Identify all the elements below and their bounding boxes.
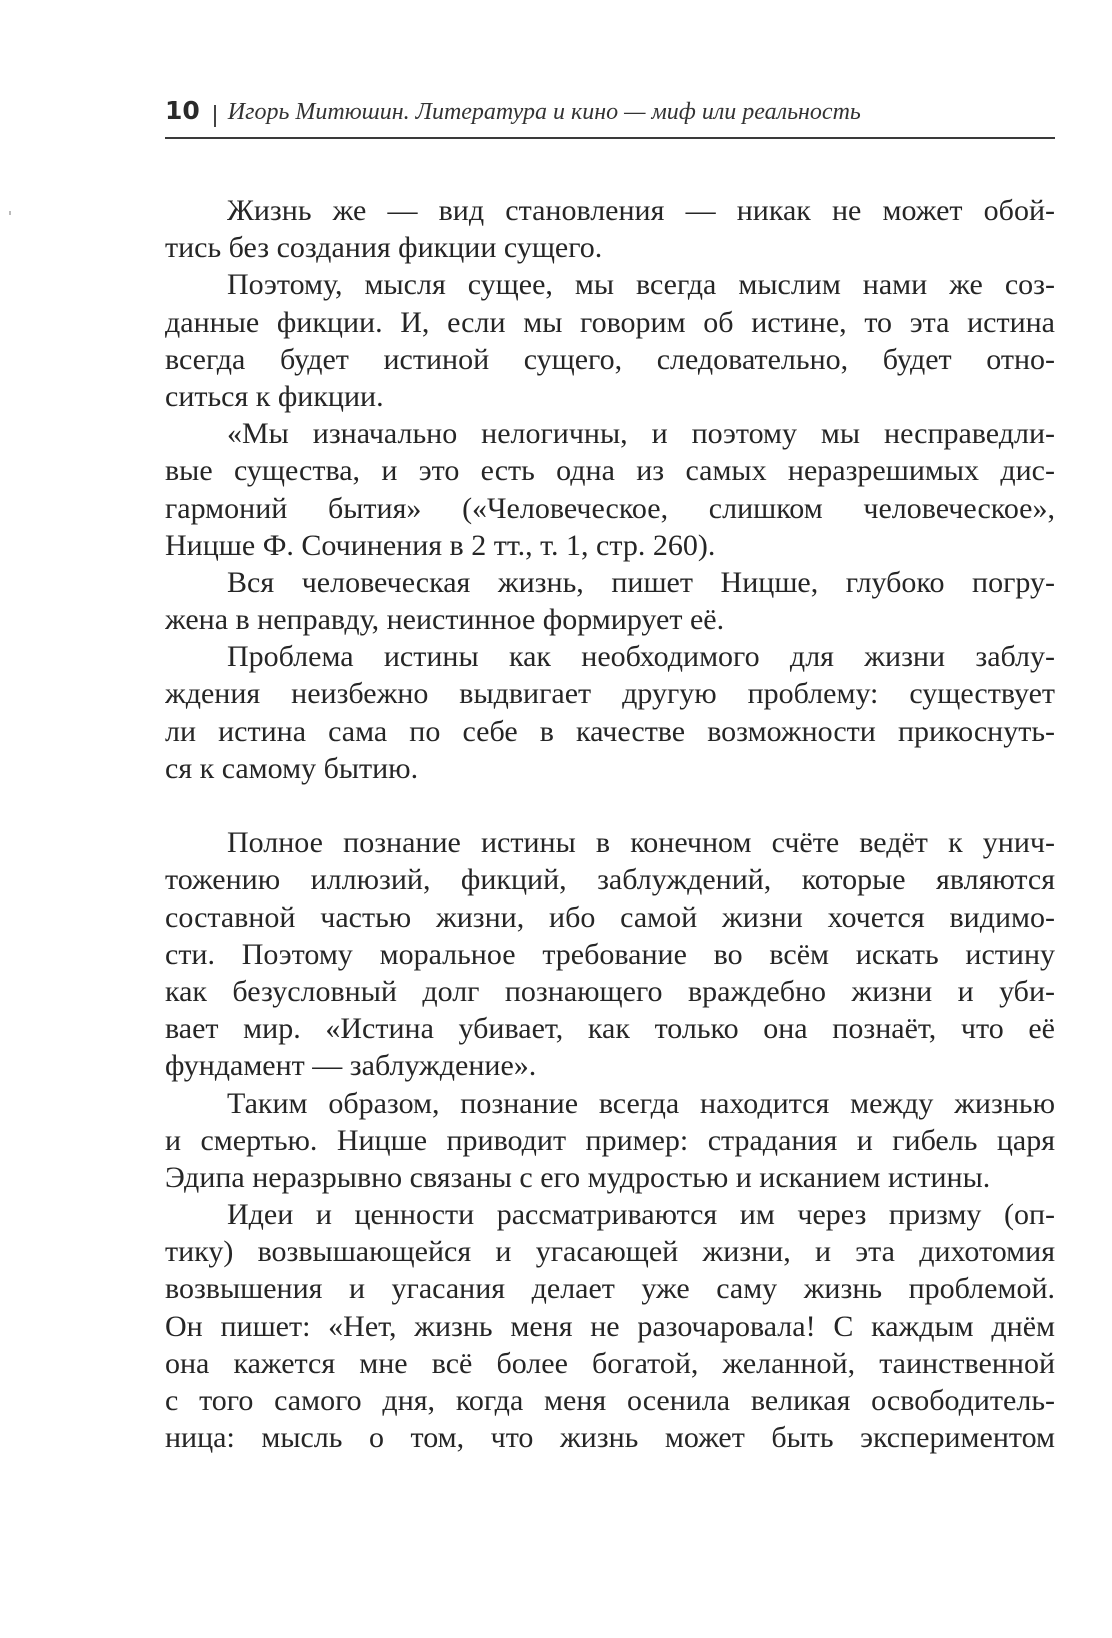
text-line: Идеи и ценности рассматриваются им через призму (оп- [227, 1198, 1055, 1232]
text-line: как безусловный долг познающего враждебно жизни и уби- [165, 974, 1055, 1008]
text-line: данные фикции. И, если мы говорим об истине, то эта истина [165, 305, 1055, 339]
text-line: «Мы изначально нелогичны, и поэтому мы несправедли- [227, 417, 1055, 451]
text-line: ситься к фикции. [165, 379, 384, 413]
text-line: вает мир. «Истина убивает, как только она познаёт, что её [165, 1012, 1055, 1046]
text-line: и смертью. Ницше приводит пример: страдания и гибель царя [165, 1123, 1055, 1157]
paragraph [165, 415, 1055, 564]
text-line: тись без создания фикции сущего. [165, 231, 603, 265]
text-line: тожению иллюзий, фикций, заблуждений, которые являются [165, 863, 1055, 897]
page-number: 10 [165, 96, 200, 125]
paragraph [165, 1085, 1055, 1197]
text-line: ли истина сама по себе в качестве возможности прикоснуть- [165, 714, 1055, 748]
paragraph [165, 266, 1055, 415]
text-line: сти. Поэтому моральное требование во всём искать истину [165, 937, 1055, 971]
paragraph [165, 192, 1055, 266]
text-line: Проблема истины как необходимого для жизни заблу- [227, 640, 1055, 674]
text-line: Полное познание истины в конечном счёте ведёт к унич- [227, 826, 1055, 860]
text-line: гармоний бытия» («Человеческое, слишком человеческое», [165, 491, 1055, 525]
text-line: Вся человеческая жизнь, пишет Ницше, глубоко погру- [227, 565, 1055, 599]
paragraph [165, 638, 1055, 787]
text-line: фундамент — заблуждение». [165, 1049, 537, 1083]
header-rule [165, 137, 1055, 139]
header-separator [214, 105, 216, 127]
text-line: ница: мысль о том, что жизнь может быть экспериментом [165, 1421, 1055, 1455]
text-line: Эдипа неразрывно связаны с его мудростью и исканием истины. [165, 1160, 991, 1194]
text-line: Он пишет: «Нет, жизнь меня не разочаровала! С каждым днём [165, 1309, 1055, 1343]
text-line: всегда будет истиной сущего, следовательно, будет отно- [165, 342, 1055, 376]
text-line: ся к самому бытию. [165, 751, 419, 785]
text-line: жена в неправду, неистинное формирует её. [165, 603, 725, 637]
text-line: Ницше Ф. Сочинения в 2 тт., т. 1, стр. 260). [165, 528, 716, 562]
text-line: Поэтому, мысля сущее, мы всегда мыслим нами же соз- [227, 268, 1055, 302]
body-text [165, 192, 1055, 1456]
text-line: составной частью жизни, ибо самой жизни хочется видимо- [165, 900, 1055, 934]
text-line: она кажется мне всё более богатой, желанной, таинственной [165, 1346, 1055, 1380]
text-line: возвышения и угасания делает уже саму жизнь проблемой. [165, 1272, 1055, 1306]
paragraph [165, 564, 1055, 638]
text-line: ждения неизбежно выдвигает другую проблему: существует [165, 677, 1055, 711]
text-line: Таким образом, познание всегда находится между жизнью [227, 1086, 1055, 1120]
text-line: с того самого дня, когда меня осенила великая освободитель- [165, 1384, 1055, 1417]
running-title: Игорь Митюшин. Литература и кино — миф или реальность [227, 99, 861, 125]
paragraph [165, 1196, 1055, 1456]
text-line: тику) возвышающейся и угасающей жизни, и эта дихотомия [165, 1235, 1055, 1269]
margin-speck [9, 211, 11, 215]
section-gap [165, 787, 1055, 824]
text-line: Жизнь же — вид становления — никак не может обой- [227, 194, 1055, 227]
running-header [165, 96, 1055, 136]
text-line: вые существа, и это есть одна из самых неразрешимых дис- [165, 454, 1055, 488]
paragraph [165, 824, 1055, 1084]
